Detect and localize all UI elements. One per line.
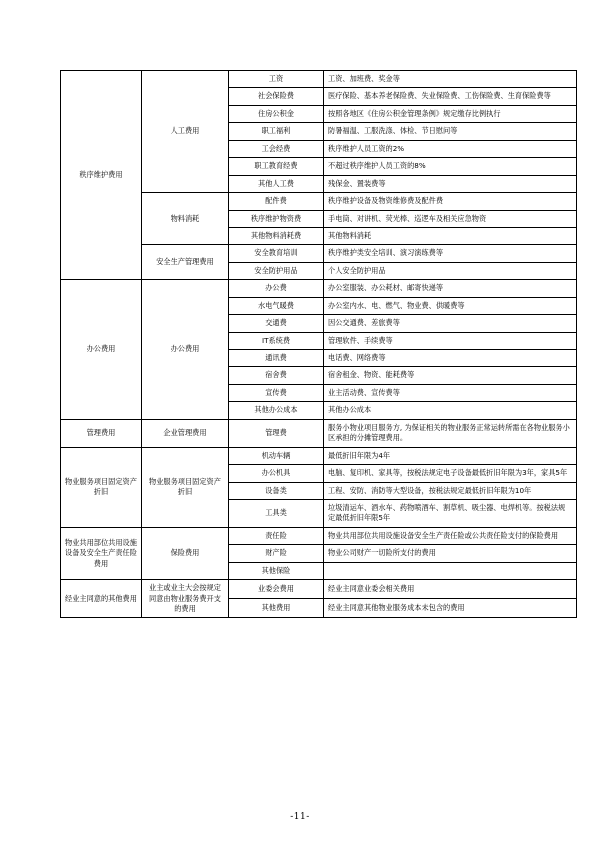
cell-item: 业委会费用 xyxy=(229,580,324,599)
cell-subcategory: 企业管理费用 xyxy=(142,419,229,447)
cell-item: 秩序维护物资费 xyxy=(229,210,324,227)
cell-category: 秩序维护费用 xyxy=(61,71,142,280)
cell-subcategory: 物业服务项目固定资产折旧 xyxy=(142,447,229,527)
cell-description: 服务小物业项目服务方, 为保证相关的物业服务正常运转所需在各物业服务小区承担的分摊管理费用。 xyxy=(324,419,577,447)
cell-subcategory: 安全生产管理费用 xyxy=(142,245,229,280)
cell-description: 垃圾清运车、酒水车、药物喷酒车、割草机、吸尘器、电焊机等。按税法规定最低折旧年限5年 xyxy=(324,499,577,527)
cell-item: 通讯费 xyxy=(229,350,324,367)
cell-description: 其他物料消耗 xyxy=(324,227,577,244)
cell-item: 责任险 xyxy=(229,527,324,544)
cell-item: 工会经费 xyxy=(229,140,324,157)
cell-description: 秩序维护人员工资的2% xyxy=(324,140,577,157)
cell-item: 住房公积金 xyxy=(229,105,324,122)
cell-item: IT系统费 xyxy=(229,332,324,349)
cell-category: 物业共用部位共用设施设备及安全生产责任险费用 xyxy=(61,527,142,579)
cell-item: 职工教育经费 xyxy=(229,158,324,175)
page-number: -11- xyxy=(290,812,310,822)
cell-item: 工具类 xyxy=(229,499,324,527)
cell-category: 经业主同意的其他费用 xyxy=(61,580,142,618)
cell-description: 因公交通费、差旅费等 xyxy=(324,315,577,332)
table-row xyxy=(61,71,577,88)
cell-description: 防暑福温、工服洗涤、体检、节日慰问等 xyxy=(324,123,577,140)
cell-item: 职工福利 xyxy=(229,123,324,140)
cell-item: 安全防护用品 xyxy=(229,262,324,279)
cell-description: 经业主同意其他物业服务成本未包含的费用 xyxy=(324,599,577,618)
cell-item: 宿舍费 xyxy=(229,367,324,384)
table-row xyxy=(61,280,577,297)
cell-item: 财产险 xyxy=(229,545,324,562)
cell-subcategory: 物料消耗 xyxy=(142,193,229,245)
cell-item: 宣传费 xyxy=(229,384,324,401)
cell-item: 配件费 xyxy=(229,193,324,210)
cell-subcategory: 办公费用 xyxy=(142,280,229,420)
cell-description: 最低折旧年限为4年 xyxy=(324,447,577,464)
cell-item: 机动车辆 xyxy=(229,447,324,464)
cell-category: 办公费用 xyxy=(61,280,142,420)
cell-item: 设备类 xyxy=(229,482,324,499)
cell-item: 工资 xyxy=(229,71,324,88)
cell-description: 个人安全防护用品 xyxy=(324,262,577,279)
cell-item: 社会保险费 xyxy=(229,88,324,105)
cell-subcategory: 业主或业主大会按规定同意由物业服务费开支的费用 xyxy=(142,580,229,618)
cell-description: 其他办公成本 xyxy=(324,402,577,419)
fee-breakdown-table xyxy=(60,70,577,618)
cell-item: 交通费 xyxy=(229,315,324,332)
cell-description: 经业主同意业委会相关费用 xyxy=(324,580,577,599)
cell-description: 工资、加班费、奖金等 xyxy=(324,71,577,88)
cell-description: 办公室内水、电、燃气、物业费、供暖费等 xyxy=(324,297,577,314)
cell-description: 残保金、置装费等 xyxy=(324,175,577,192)
table-row xyxy=(61,580,577,599)
cell-category: 物业服务项目固定资产折旧 xyxy=(61,447,142,527)
table-row xyxy=(61,447,577,464)
cell-description: 医疗保险、基本养老保险费、失业保险费、工伤保险费、生育保险费等 xyxy=(324,88,577,105)
cell-item: 其他保险 xyxy=(229,562,324,579)
cell-item: 办公机具 xyxy=(229,465,324,482)
cell-description: 业主活动费、宣传费等 xyxy=(324,384,577,401)
cell-description: 物业共用部位共用设施设备安全生产责任险或公共责任险支付的保险费用 xyxy=(324,527,577,544)
cell-description xyxy=(324,562,577,579)
cell-subcategory: 保险费用 xyxy=(142,527,229,579)
cell-item: 安全教育培训 xyxy=(229,245,324,262)
table-row xyxy=(61,419,577,447)
cell-item: 其他费用 xyxy=(229,599,324,618)
cell-description: 电脑、复印机、家具等，按税法规定电子设备最低折旧年限为3年，家具5年 xyxy=(324,465,577,482)
cell-description: 办公室服装、办公耗材、邮寄快递等 xyxy=(324,280,577,297)
cell-description: 物业公司财产一切险所支付的费用 xyxy=(324,545,577,562)
cell-description: 不超过秩序维护人员工资的8% xyxy=(324,158,577,175)
cell-description: 手电筒、对讲机、荧光棒、巡逻车及相关应急物资 xyxy=(324,210,577,227)
cell-item: 其他人工费 xyxy=(229,175,324,192)
cell-item: 管理费 xyxy=(229,419,324,447)
cell-description: 秩序维护类安全培训、演习演练费等 xyxy=(324,245,577,262)
table-body xyxy=(61,71,577,618)
cell-description: 秩序维护设备及物资维修费及配件费 xyxy=(324,193,577,210)
cell-description: 工程、安防、消防等大型设备，按税法规定最低折旧年限为10年 xyxy=(324,482,577,499)
cell-description: 管理软件、手续费等 xyxy=(324,332,577,349)
cell-description: 宿舍租金、物资、能耗费等 xyxy=(324,367,577,384)
cell-item: 其他物料消耗费 xyxy=(229,227,324,244)
cell-item: 其他办公成本 xyxy=(229,402,324,419)
cell-item: 水电气暖费 xyxy=(229,297,324,314)
table-row xyxy=(61,527,577,544)
cell-description: 按照各地区《住房公积金管理条例》规定缴存比例执行 xyxy=(324,105,577,122)
cell-description: 电话费、网络费等 xyxy=(324,350,577,367)
cell-item: 办公费 xyxy=(229,280,324,297)
cell-subcategory: 人工费用 xyxy=(142,71,229,193)
cell-category: 管理费用 xyxy=(61,419,142,447)
